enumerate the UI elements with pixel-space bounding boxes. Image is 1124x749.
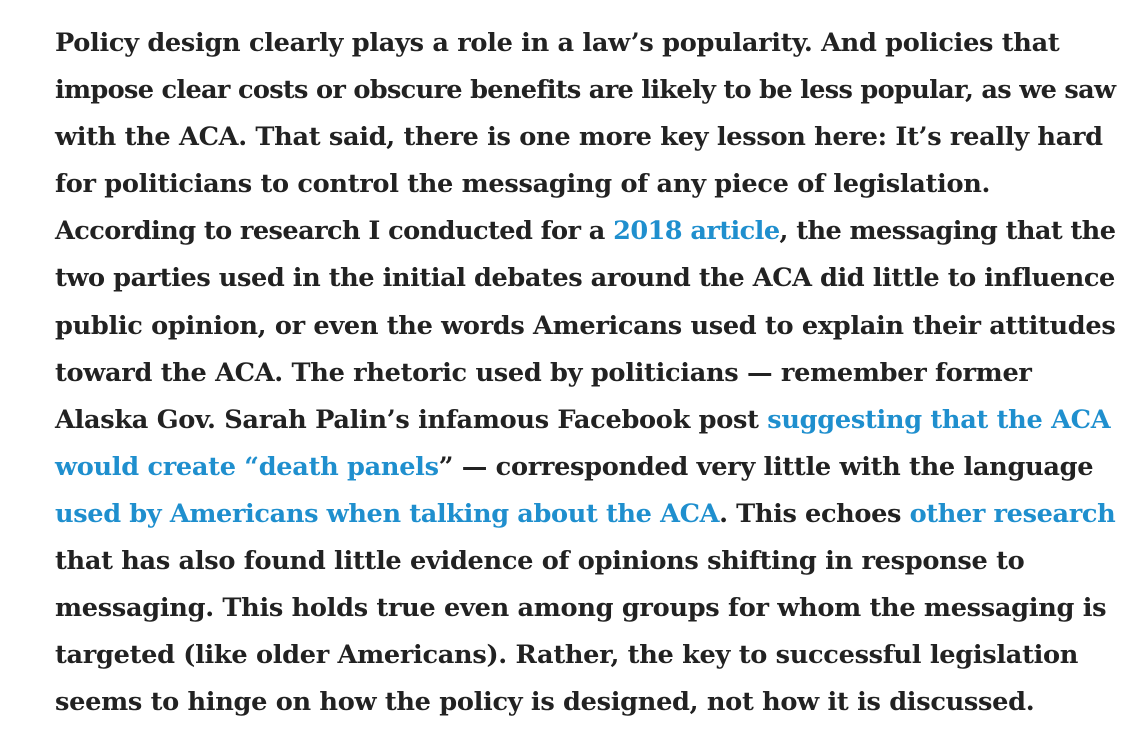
paragraph-line <box>55 67 1115 114</box>
text-segment: that has also found little evidence of opinions shifting in response to <box>55 546 1025 577</box>
text-segment: public opinion, or even the words Americans used to explain their attitudes <box>55 310 1116 341</box>
text-segment: messaging. This holds true even among groups for whom the messaging is <box>55 593 1107 624</box>
paragraph-line <box>55 350 1115 397</box>
text-segment: According to research I conducted for a <box>55 216 614 247</box>
paragraph-line <box>55 679 1115 726</box>
text-segment: two parties used in the initial debates around the ACA did little to influence <box>55 263 1115 294</box>
text-segment: ” — corresponded very little with the language <box>438 451 1094 482</box>
inline-link[interactable]: other research <box>909 498 1116 529</box>
paragraph-line <box>55 114 1115 161</box>
paragraph-line <box>55 538 1115 585</box>
text-segment: targeted (like older Americans). Rather, the key to successful legislation <box>55 640 1079 671</box>
text-segment: . This echoes <box>719 498 910 529</box>
paragraph-line <box>55 255 1115 302</box>
text-segment: toward the ACA. The rhetoric used by politicians — remember former <box>55 357 1032 388</box>
paragraph-line <box>55 632 1115 679</box>
text-segment: , the messaging that the <box>779 216 1116 247</box>
inline-link[interactable]: used by Americans when talking about the ACA <box>55 498 720 529</box>
text-segment: impose clear costs or obscure benefits are likely to be less popular, as we saw <box>55 75 1116 106</box>
article-paragraph <box>55 20 1115 726</box>
paragraph-line <box>55 20 1115 67</box>
paragraph-line <box>55 444 1115 491</box>
paragraph-line <box>55 585 1115 632</box>
paragraph-line <box>55 491 1115 538</box>
inline-link[interactable]: 2018 article <box>613 216 780 247</box>
text-segment: seems to hinge on how the policy is designed, not how it is discussed. <box>55 687 1035 718</box>
inline-link[interactable]: suggesting that the ACA <box>767 404 1111 435</box>
paragraph-line <box>55 303 1115 350</box>
inline-link[interactable]: would create “death panels <box>55 451 439 482</box>
text-segment: Alaska Gov. Sarah Palin’s infamous Facebook post <box>55 404 768 435</box>
text-segment: Policy design clearly plays a role in a law’s popularity. And policies that <box>55 28 1060 58</box>
text-segment: with the ACA. That said, there is one more key lesson here: It’s really hard <box>55 122 1103 153</box>
text-segment: for politicians to control the messaging of any piece of legislation. <box>55 169 991 200</box>
paragraph-line <box>55 161 1115 208</box>
paragraph-line <box>55 397 1115 444</box>
paragraph-line <box>55 208 1115 255</box>
